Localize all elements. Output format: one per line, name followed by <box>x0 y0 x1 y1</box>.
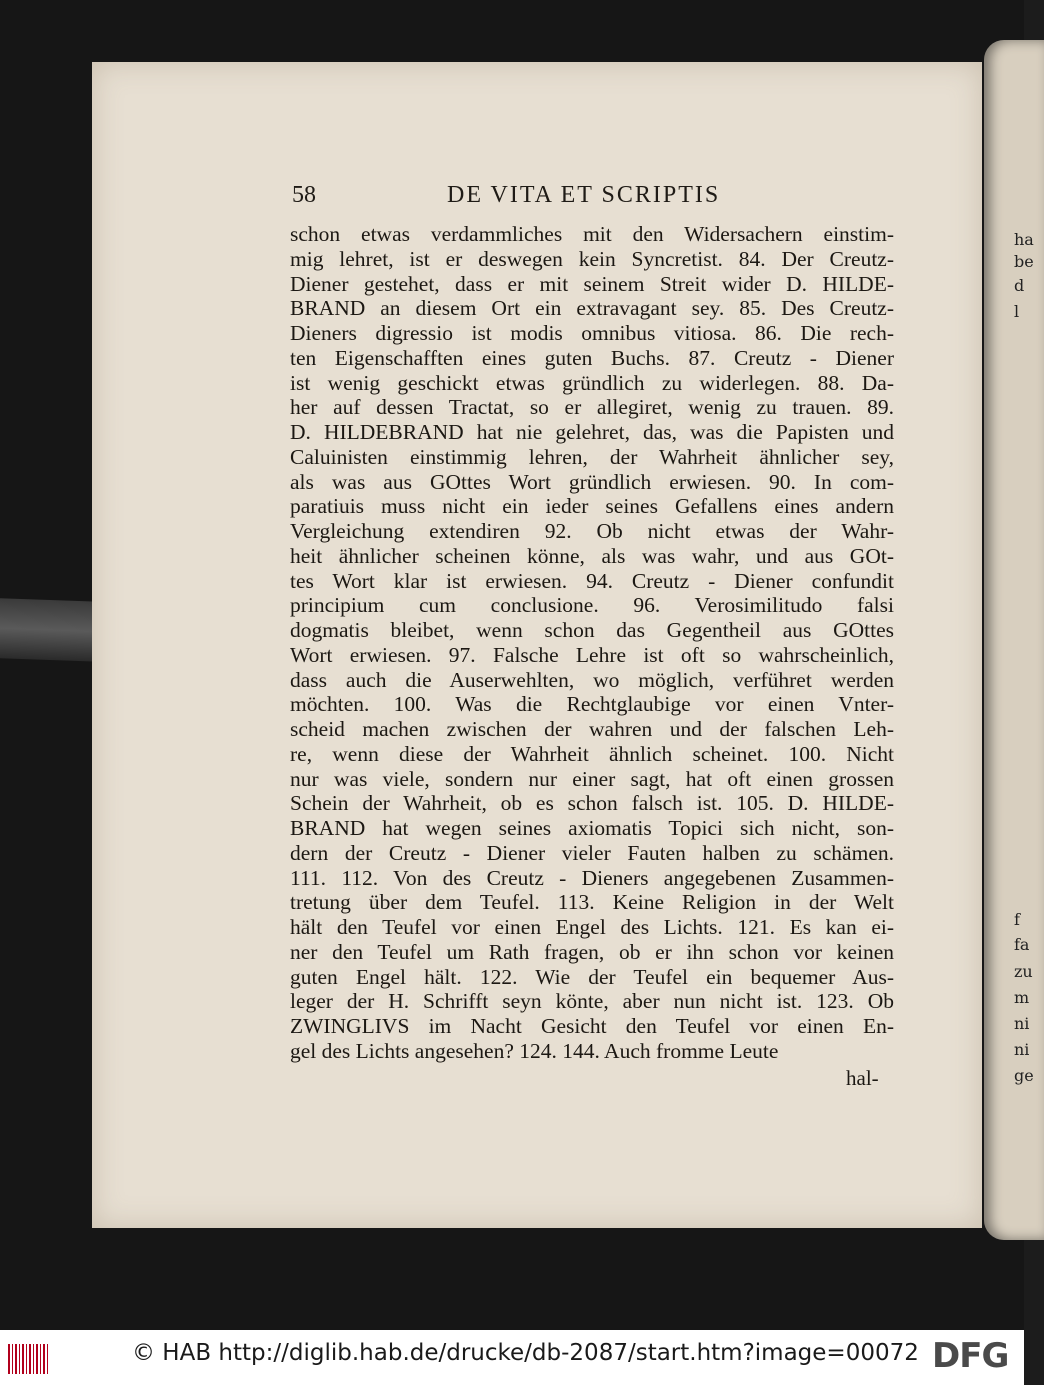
facing-page-fragment: ge <box>1014 1066 1034 1085</box>
permalink[interactable]: © HAB http://diglib.hab.de/drucke/db-2087/start.htm?image=00072 <box>132 1340 919 1366</box>
text-line: ner den Teufel um Rath fragen, ob er ihn schon vor keinen <box>290 939 894 964</box>
text-line: guten Engel hält. 122. Wie der Teufel ein bequemer Aus- <box>290 964 894 989</box>
text-line: dass auch die Auserwehlten, wo möglich, verführet werden <box>290 667 894 692</box>
text-line: möchten. 100. Was die Rechtglaubige vor einen Vnter- <box>290 692 894 717</box>
text-line: als was aus GOttes Wort gründlich erwiesen. 90. In com- <box>290 469 894 494</box>
text-line: Schein der Wahrheit, ob es schon falsch ist. 105. D. HILDE- <box>290 791 894 816</box>
facing-page-fragment: l <box>1014 302 1020 321</box>
catchword: hal- <box>846 1066 879 1090</box>
text-line: tes Wort klar ist erwiesen. 94. Creutz - Diener confundit <box>290 568 894 593</box>
facing-page-fragment: f <box>1014 910 1020 929</box>
book-clamp <box>0 598 100 661</box>
running-head <box>292 182 892 218</box>
page-number: 58 <box>292 182 316 208</box>
text-line: Caluinisten einstimmig lehren, der Wahrheit ähnlicher sey, <box>290 444 894 469</box>
text-line: mig lehret, ist er deswegen kein Syncretist. 84. Der Creutz- <box>290 246 894 271</box>
text-line: scheid machen zwischen der wahren und der falschen Leh- <box>290 717 894 741</box>
dfg-logo: DFG <box>932 1336 1009 1376</box>
text-line: her auf dessen Tractat, so er allegiret, wenig zu trauen. 89. <box>290 395 894 420</box>
facing-page-fragment: fa <box>1014 935 1030 954</box>
facing-page-edge <box>984 40 1044 1240</box>
facing-page-fragment: ni <box>1014 1040 1030 1059</box>
text-line: dogmatis bleibet, wenn schon das Gegentheil aus GOttes <box>290 618 894 642</box>
facing-page-fragment: ha <box>1014 230 1034 249</box>
text-line: Vergleichung extendiren 92. Ob nicht etwas der Wahr- <box>290 519 894 543</box>
running-head-title: DE VITA ET SCRIPTIS <box>447 182 721 208</box>
text-line: ist wenig geschickt etwas gründlich zu widerlegen. 88. Da- <box>290 370 894 395</box>
text-line: nur was viele, sondern nur einer sagt, hat oft einen grossen <box>290 766 894 791</box>
text-line: paratiuis muss nicht ein ieder seines Gefallens eines andern <box>290 494 894 519</box>
facing-page-fragment: zu <box>1014 962 1033 981</box>
text-line: heit ähnlicher scheinen könne, als was wahr, und aus GOt- <box>290 543 894 568</box>
facing-page-fragment: m <box>1014 988 1030 1007</box>
text-line: Dieners digressio ist modis omnibus vitiosa. 86. Die rech- <box>290 321 894 345</box>
barcode-icon <box>8 1344 48 1374</box>
text-line: BRAND an diesem Ort ein extravagant sey. 85. Des Creutz- <box>290 296 894 321</box>
text-line: hält den Teufel vor einen Engel des Lichts. 121. Es kan ei- <box>290 915 894 939</box>
facing-page-fragment: d <box>1014 276 1025 295</box>
text-line: 111. 112. Von des Creutz - Dieners angegebenen Zusammen- <box>290 865 894 890</box>
text-line: D. HILDEBRAND hat nie gelehret, das, was die Papisten und <box>290 420 894 444</box>
text-line: re, wenn diese der Wahrheit ähnlich scheinet. 100. Nicht <box>290 741 894 766</box>
facing-page-fragment: be <box>1014 252 1034 271</box>
text-line: gel des Lichts angesehen? 124. 144. Auch fromme Leute <box>290 1038 779 1063</box>
body-text <box>290 222 894 1064</box>
text-line: Diener gestehet, dass er mit seinem Streit wider D. HILDE- <box>290 271 894 296</box>
text-line: BRAND hat wegen seines axiomatis Topici sich nicht, son- <box>290 816 894 840</box>
text-line: tretung über dem Teufel. 113. Keine Religion in der Welt <box>290 890 894 915</box>
text-line: dern der Creutz - Diener vieler Fauten halben zu schämen. <box>290 840 894 865</box>
text-line: ten Eigenschafften eines guten Buchs. 87. Creutz - Diener <box>290 345 894 370</box>
text-line: principium cum conclusione. 96. Verosimilitudo falsi <box>290 593 894 618</box>
text-line: leger der H. Schrifft seyn könte, aber nun nicht ist. 123. Ob <box>290 989 894 1014</box>
text-line: ZWINGLIVS im Nacht Gesicht den Teufel vor einen En- <box>290 1014 894 1038</box>
viewer-footer <box>0 1330 1024 1385</box>
facing-page-fragment: ni <box>1014 1014 1030 1033</box>
text-line: schon etwas verdammliches mit den Widersachern einstim- <box>290 222 894 246</box>
text-line: Wort erwiesen. 97. Falsche Lehre ist oft so wahrscheinlich, <box>290 642 894 667</box>
